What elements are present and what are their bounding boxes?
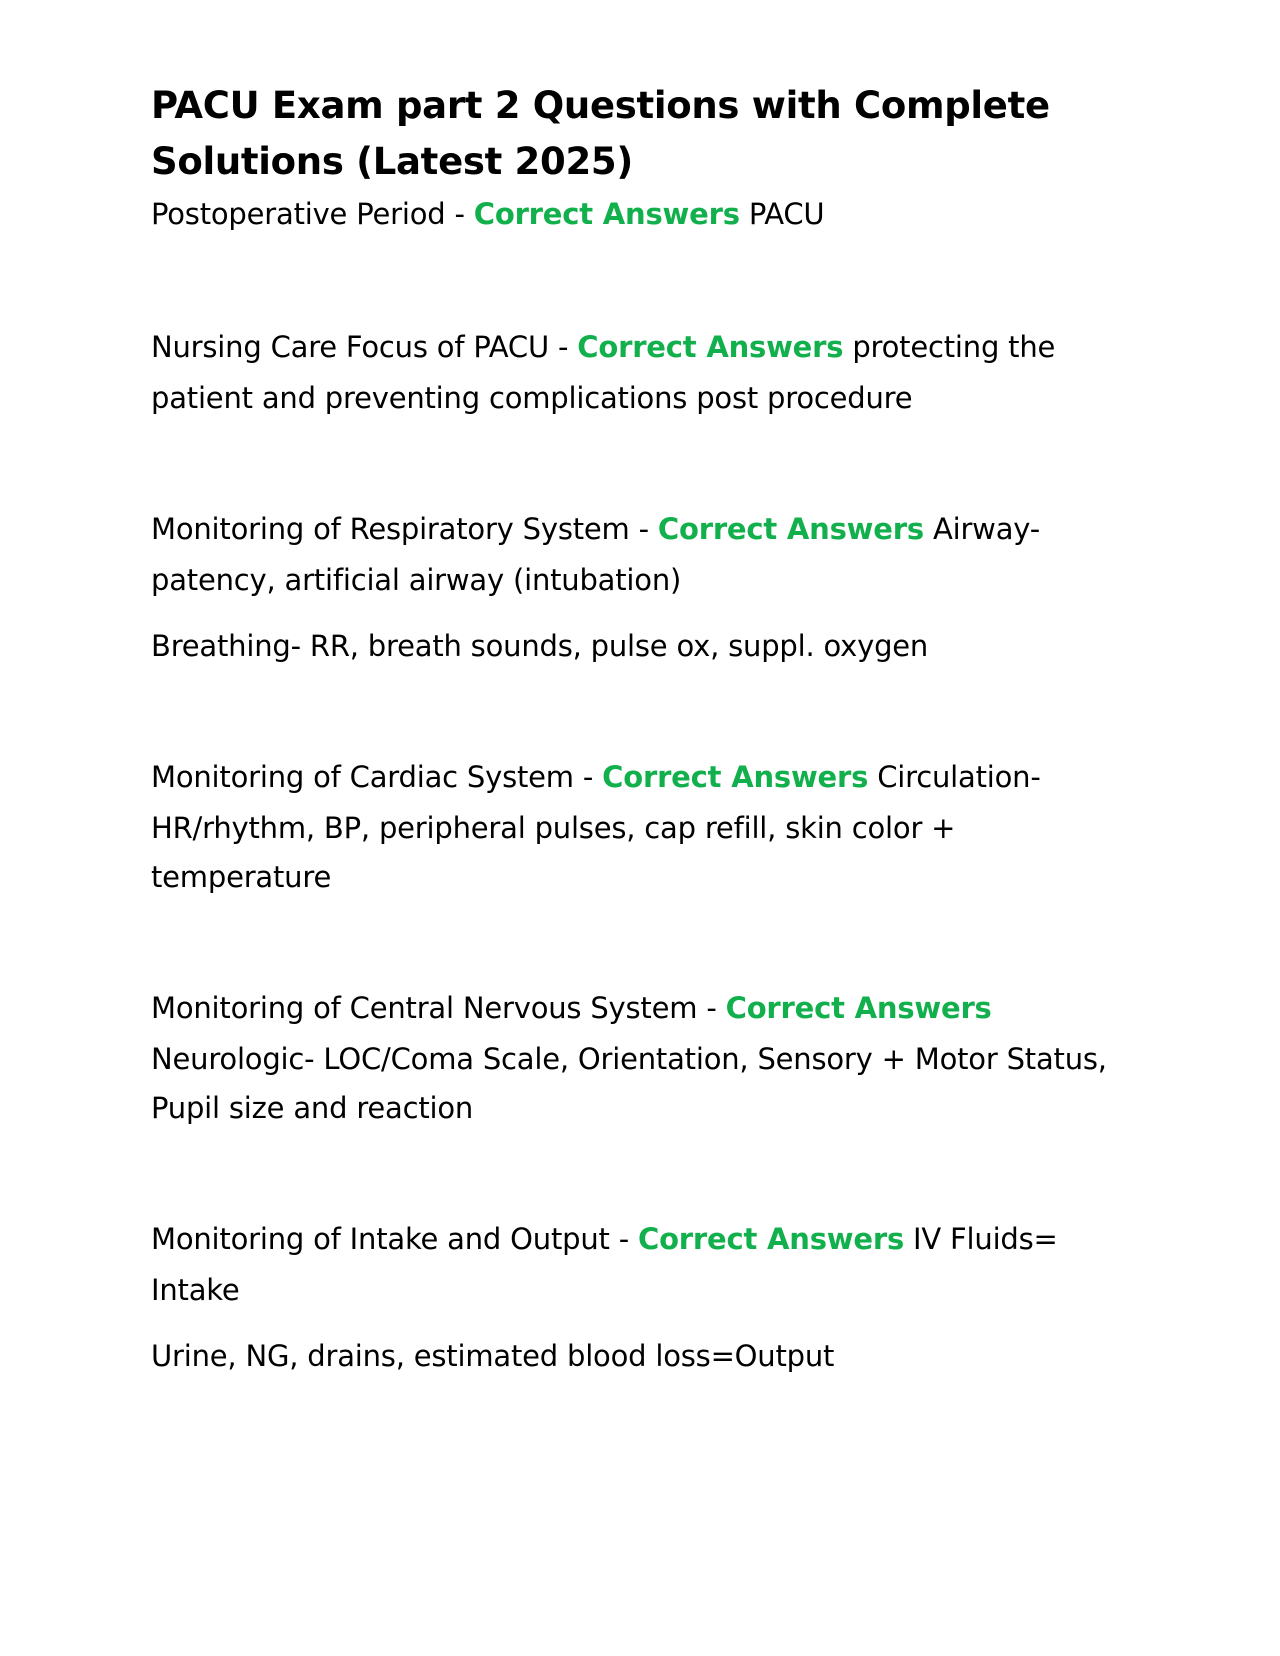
question-text: Nursing Care Focus of PACU bbox=[151, 330, 549, 364]
qa-item-respiratory-continuation: Breathing- RR, breath sounds, pulse ox, suppl. oxygen bbox=[151, 629, 929, 663]
document-page bbox=[151, 78, 1111, 1381]
separator: - bbox=[629, 512, 658, 546]
separator: - bbox=[548, 330, 578, 364]
qa-item-cardiac-system bbox=[151, 753, 1111, 902]
qa-item-central-nervous-system bbox=[151, 984, 1111, 1133]
qa-item-intake-output bbox=[151, 1215, 1111, 1315]
question-text: Monitoring of Central Nervous System bbox=[151, 991, 698, 1025]
separator: - bbox=[445, 197, 474, 231]
answer-text: PACU bbox=[748, 197, 825, 231]
correct-answers-label: Correct Answers bbox=[473, 197, 740, 231]
separator: - bbox=[609, 1222, 638, 1256]
question-text: Monitoring of Respiratory System bbox=[151, 512, 630, 546]
qa-item-intake-output-continuation: Urine, NG, drains, estimated blood loss=Output bbox=[151, 1339, 835, 1373]
answer-text: Neurologic- LOC/Coma Scale, Orientation, Sensory + Motor Status, Pupil size and reaction bbox=[151, 1042, 1107, 1125]
answer-text: Airway- patency, artificial airway (intubation) bbox=[151, 512, 1040, 597]
question-text: Monitoring of Intake and Output bbox=[151, 1222, 610, 1256]
answer-text: Circulation- HR/rhythm, BP, peripheral pulses, cap refill, skin color + temperature bbox=[151, 760, 1041, 894]
qa-item-postoperative-period bbox=[151, 190, 1111, 241]
qa-item-respiratory-system bbox=[151, 505, 1111, 605]
question-text: Postoperative Period bbox=[151, 197, 446, 231]
qa-item-nursing-care-focus bbox=[151, 323, 1111, 423]
separator: - bbox=[573, 760, 603, 794]
correct-answers-label: Correct Answers bbox=[725, 991, 992, 1025]
answer-text: IV Fluids= Intake bbox=[151, 1222, 1058, 1307]
separator: - bbox=[697, 991, 726, 1025]
correct-answers-label: Correct Answers bbox=[577, 330, 844, 364]
correct-answers-label: Correct Answers bbox=[657, 512, 924, 546]
correct-answers-label: Correct Answers bbox=[638, 1222, 905, 1256]
answer-text: protecting the patient and preventing complications post procedure bbox=[151, 330, 1056, 415]
document-title: PACU Exam part 2 Questions with Complete Solutions (Latest 2025) bbox=[151, 84, 1050, 183]
question-text: Monitoring of Cardiac System bbox=[151, 760, 574, 794]
correct-answers-label: Correct Answers bbox=[602, 760, 869, 794]
